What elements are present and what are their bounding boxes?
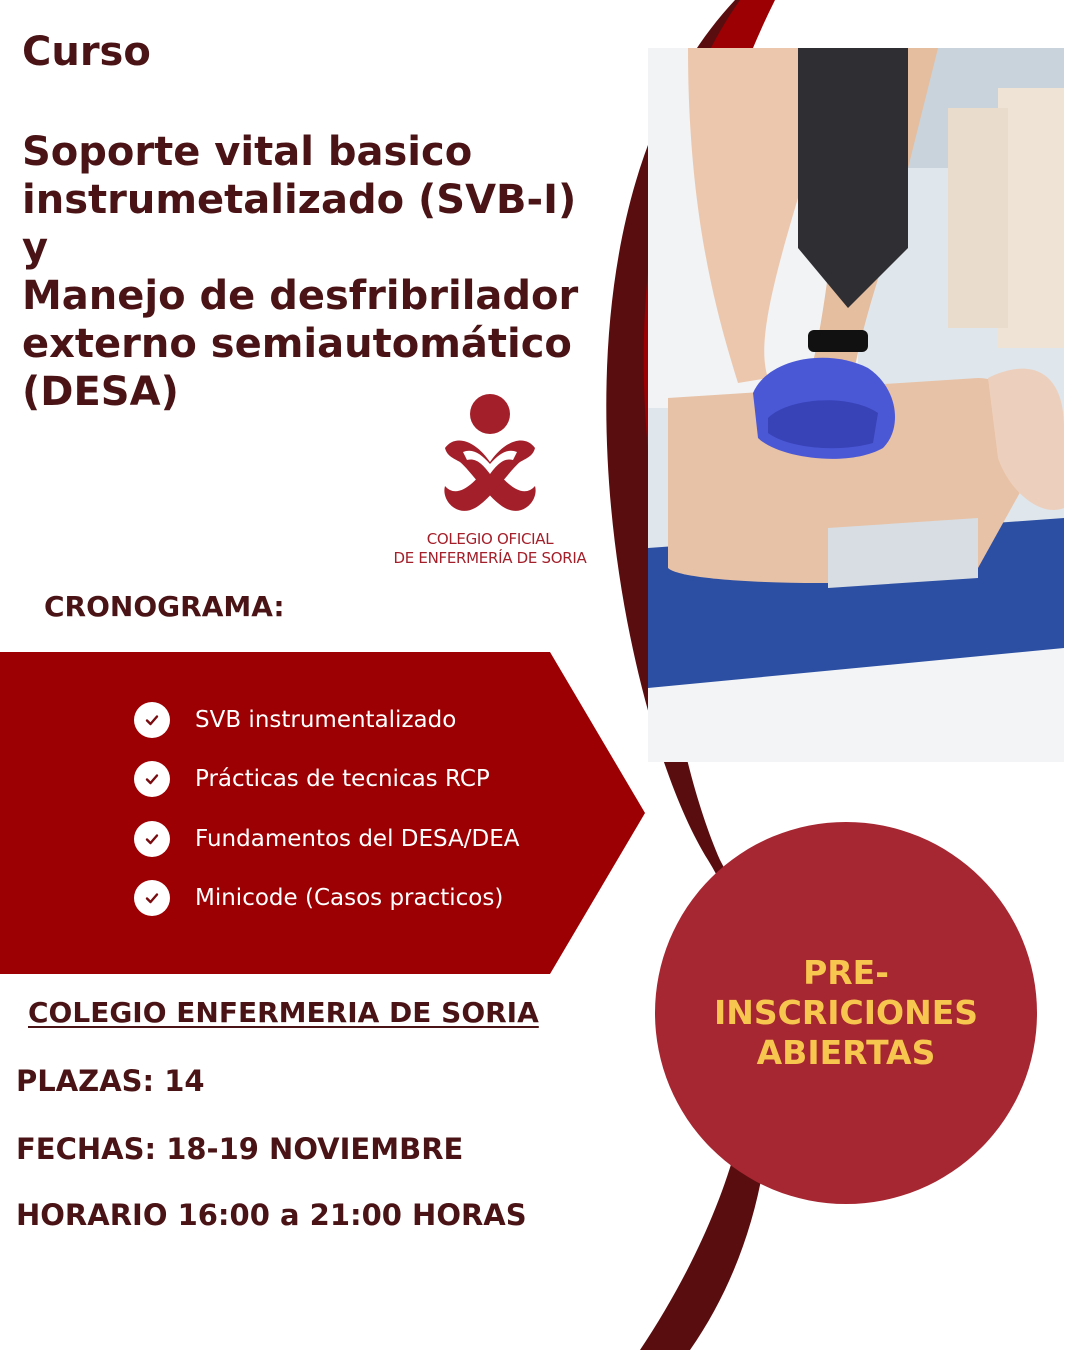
dates-info: FECHAS: 18-19 NOVIEMBRE <box>16 1132 464 1166</box>
venue-heading: COLEGIO ENFERMERIA DE SORIA <box>28 996 539 1029</box>
badge-line: INSCRICIONES <box>713 993 979 1032</box>
title-line: Manejo de desfribrilador <box>22 273 579 319</box>
course-title <box>22 128 662 416</box>
schedule-item-label: Minicode (Casos practicos) <box>195 885 504 912</box>
check-circle-icon <box>134 761 170 797</box>
schedule-heading: CRONOGRAMA: <box>44 590 285 623</box>
schedule-item-label: SVB instrumentalizado <box>195 706 457 733</box>
list-item <box>134 750 520 810</box>
badge-line: PRE- <box>803 953 889 992</box>
check-circle-icon <box>134 880 170 916</box>
college-logo <box>380 390 600 568</box>
preregistration-badge <box>655 822 1037 1204</box>
list-item <box>134 809 520 869</box>
check-circle-icon <box>134 821 170 857</box>
cpr-scene-illustration <box>648 48 1064 762</box>
schedule-list <box>134 690 520 928</box>
schedule-panel <box>0 652 645 974</box>
course-label: Curso <box>22 29 151 75</box>
badge-line: ABIERTAS <box>756 1033 936 1072</box>
title-line: instrumetalizado (SVB-I) <box>22 177 577 223</box>
logo-text-line: COLEGIO OFICIAL <box>426 530 554 548</box>
schedule-hours-info: HORARIO 16:00 a 21:00 HORAS <box>16 1198 527 1232</box>
title-line: externo semiautomático <box>22 321 572 367</box>
schedule-item-label: Fundamentos del DESA/DEA <box>195 825 520 852</box>
list-item <box>134 869 520 929</box>
cpr-training-photo <box>648 48 1064 762</box>
schedule-item-label: Prácticas de tecnicas RCP <box>195 766 490 793</box>
title-line: Soporte vital basico <box>22 129 473 175</box>
nursing-college-emblem-icon <box>435 390 545 530</box>
list-item <box>134 690 520 750</box>
title-line: (DESA) <box>22 369 179 415</box>
title-line: y <box>22 225 49 271</box>
logo-text-line: DE ENFERMERÍA DE SORIA <box>393 549 587 567</box>
seats-info: PLAZAS: 14 <box>16 1064 205 1098</box>
check-circle-icon <box>134 702 170 738</box>
